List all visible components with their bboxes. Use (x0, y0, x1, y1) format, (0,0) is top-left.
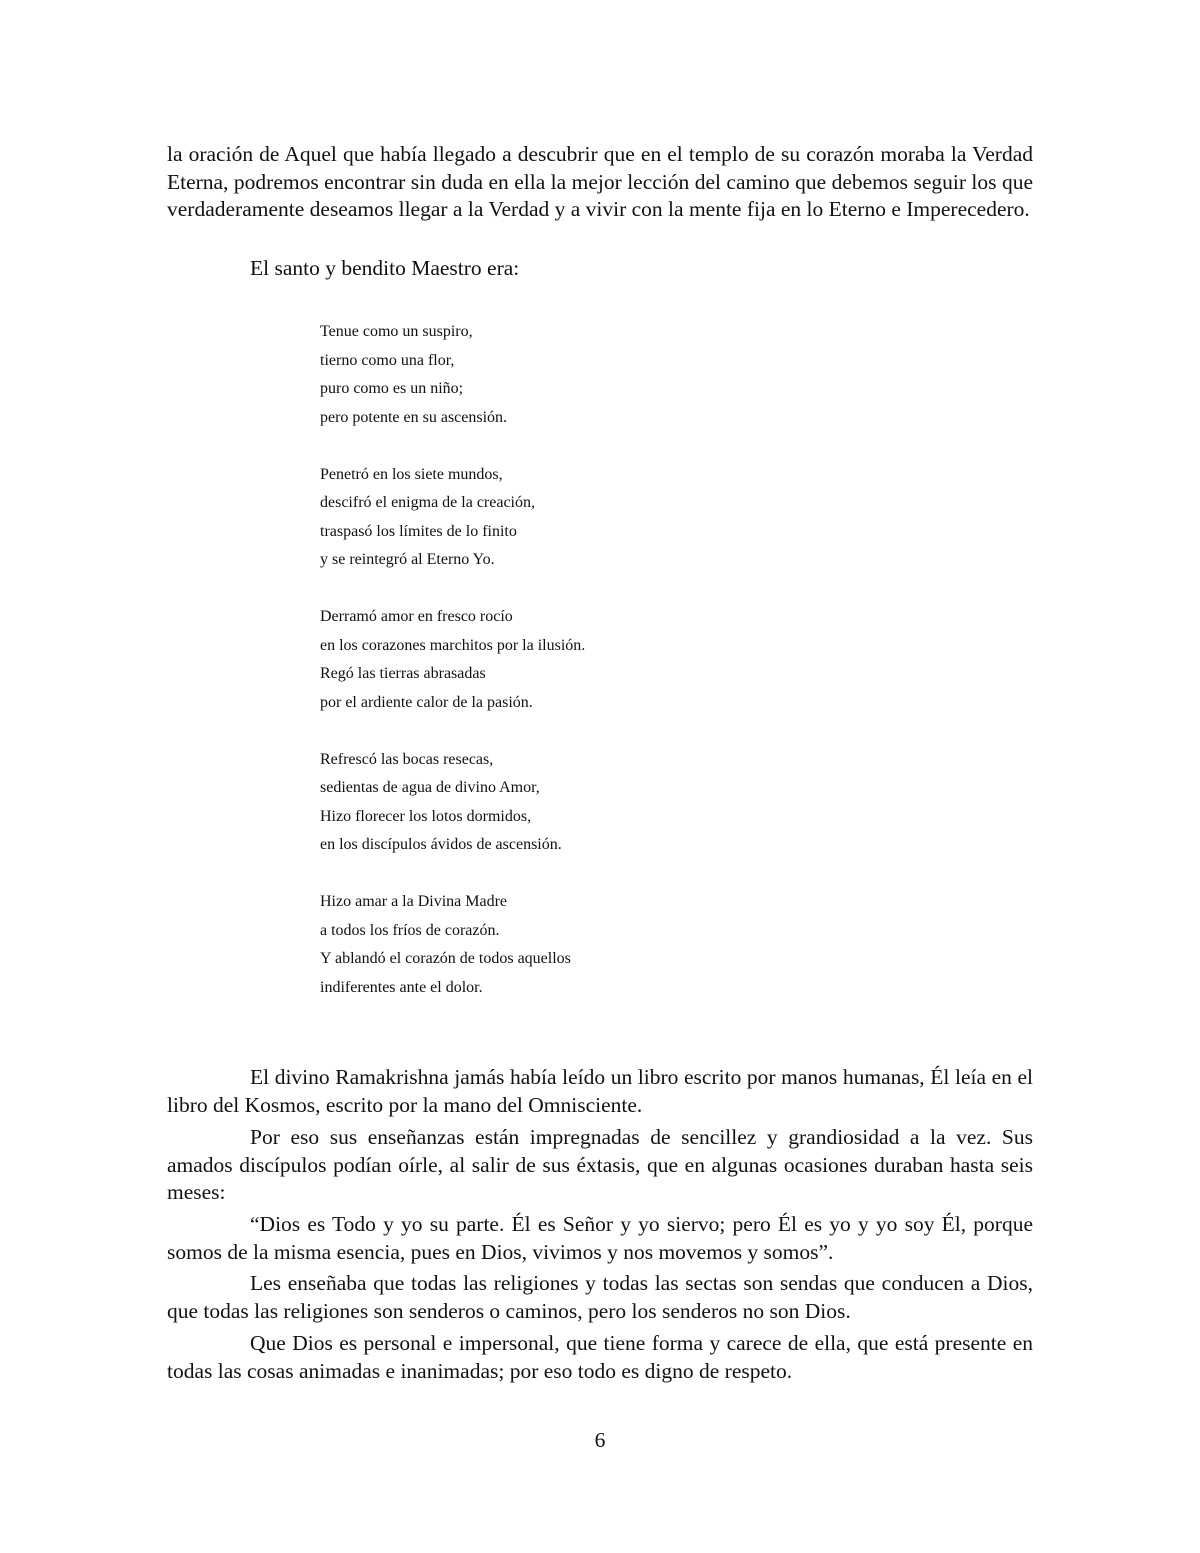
poem-stanza (320, 603, 920, 717)
poem-verse: Y ablandó el corazón de todos aquellos (320, 950, 571, 967)
poem-verse: Derramó amor en fresco rocío (320, 608, 513, 625)
poem-verse: puro como es un niño; (320, 380, 464, 397)
quote-paragraph: “Dios es Todo y yo su parte. Él es Señor y yo siervo; pero Él es yo y yo soy Él, porque somos de la misma esencia, pues en Dios, vivimos y nos movemos y somos”. (167, 1212, 1033, 1264)
body-paragraph: Por eso sus enseñanzas están impregnadas de sencillez y grandiosidad a la vez. Sus amados discípulos podían oírle, al salir de sus éxtasis, que en algunas ocasiones duraban hasta seis meses: (167, 1125, 1033, 1204)
poem-verse: y se reintegró al Eterno Yo. (320, 551, 495, 568)
body-paragraph: Que Dios es personal e impersonal, que tiene forma y carece de ella, que está presente en todas las cosas animadas e inanimadas; por eso todo es digno de respeto. (167, 1331, 1033, 1383)
poem-verse: indiferentes ante el dolor. (320, 978, 483, 996)
lead-in-line: El santo y bendito Maestro era: (250, 256, 520, 280)
poem-verse: tierno como una flor, (320, 351, 455, 369)
poem (320, 318, 920, 1002)
poem-verse: Refrescó las bocas resecas, (320, 750, 494, 768)
poem-verse: sedientas de agua de divino Amor, (320, 779, 540, 796)
poem-verse: Regó las tierras abrasadas (320, 665, 486, 682)
poem-verse: Hizo florecer los lotos dormidos, (320, 807, 532, 825)
poem-verse: Penetró en los siete mundos, (320, 465, 503, 483)
poem-verse: en los corazones marchitos por la ilusión. (320, 636, 586, 654)
poem-verse: descifró el enigma de la creación, (320, 494, 535, 511)
intro-paragraph: la oración de Aquel que había llegado a descubrir que en el templo de su corazón moraba la Verdad Eterna, podremos encontrar sin duda en ella la mejor lección del camino que debemos seguir los que verdaderamente deseamos llegar a la Verdad y a vivir con la mente fija en lo Eterno e Imperecedero. (167, 142, 1033, 221)
page-number: 6 (594, 1428, 606, 1452)
poem-verse: pero potente en su ascensión. (320, 408, 508, 426)
poem-stanza (320, 318, 920, 432)
body-paragraph: Les enseñaba que todas las religiones y todas las sectas son sendas que conducen a Dios, que todas las religiones son senderos o caminos, pero los senderos no son Dios. (167, 1271, 1033, 1323)
poem-verse: en los discípulos ávidos de ascensión. (320, 836, 562, 853)
poem-verse: Tenue como un suspiro, (320, 323, 473, 340)
poem-stanza (320, 461, 920, 575)
poem-verse: traspasó los límites de lo finito (320, 522, 517, 540)
poem-stanza (320, 888, 920, 1002)
poem-verse: por el ardiente calor de la pasión. (320, 693, 533, 711)
poem-verse: Hizo amar a la Divina Madre (320, 893, 508, 910)
body-paragraph: El divino Ramakrishna jamás había leído un libro escrito por manos humanas, Él leía en el libro del Kosmos, escrito por la mano del Omnisciente. (167, 1065, 1033, 1117)
poem-stanza (320, 746, 920, 860)
poem-verse: a todos los fríos de corazón. (320, 921, 500, 939)
